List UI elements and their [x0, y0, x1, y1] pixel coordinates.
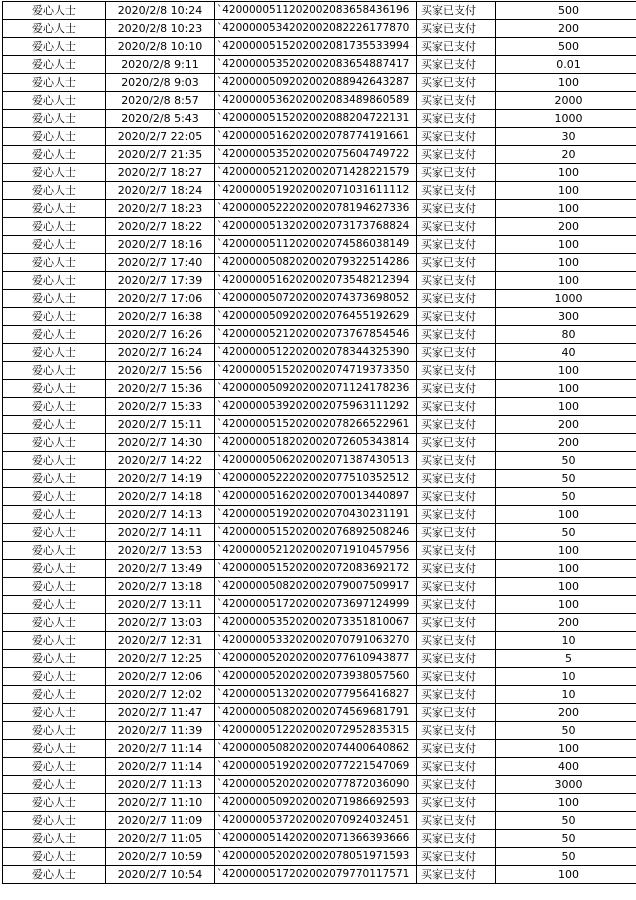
amount-cell: 100	[496, 560, 636, 578]
order-number-cell: `4200000515202002072083692172	[215, 560, 417, 578]
donation-time-cell: 2020/2/7 16:24	[106, 344, 215, 362]
payment-status-cell: 买家已支付	[417, 740, 496, 758]
donation-time-cell: 2020/2/7 11:14	[106, 740, 215, 758]
table-row	[3, 2, 636, 20]
table-row	[3, 200, 636, 218]
donor-name-cell: 爱心人士	[3, 110, 106, 128]
donor-name-cell: 爱心人士	[3, 2, 106, 20]
donor-name-cell: 爱心人士	[3, 560, 106, 578]
order-number-cell: `4200000516202002073548212394	[215, 272, 417, 290]
amount-cell: 100	[496, 398, 636, 416]
payment-status-cell: 买家已支付	[417, 452, 496, 470]
donor-name-cell: 爱心人士	[3, 452, 106, 470]
amount-cell: 200	[496, 218, 636, 236]
amount-cell: 100	[496, 200, 636, 218]
order-number-cell: `4200000511202002083658436196	[215, 2, 417, 20]
payment-status-cell: 买家已支付	[417, 218, 496, 236]
donation-time-cell: 2020/2/7 13:18	[106, 578, 215, 596]
amount-cell: 300	[496, 308, 636, 326]
payment-status-cell: 买家已支付	[417, 326, 496, 344]
donor-name-cell: 爱心人士	[3, 650, 106, 668]
payment-status-cell: 买家已支付	[417, 2, 496, 20]
donation-table-body	[3, 2, 636, 884]
donor-name-cell: 爱心人士	[3, 434, 106, 452]
amount-cell: 200	[496, 704, 636, 722]
donation-time-cell: 2020/2/7 12:25	[106, 650, 215, 668]
donor-name-cell: 爱心人士	[3, 254, 106, 272]
table-row	[3, 272, 636, 290]
amount-cell: 50	[496, 470, 636, 488]
donation-time-cell: 2020/2/7 15:11	[106, 416, 215, 434]
donor-name-cell: 爱心人士	[3, 380, 106, 398]
payment-status-cell: 买家已支付	[417, 722, 496, 740]
donor-name-cell: 爱心人士	[3, 542, 106, 560]
payment-status-cell: 买家已支付	[417, 110, 496, 128]
payment-status-cell: 买家已支付	[417, 308, 496, 326]
table-row	[3, 578, 636, 596]
table-row	[3, 524, 636, 542]
donation-time-cell: 2020/2/7 14:19	[106, 470, 215, 488]
donor-name-cell: 爱心人士	[3, 578, 106, 596]
table-row	[3, 236, 636, 254]
payment-status-cell: 买家已支付	[417, 470, 496, 488]
donor-name-cell: 爱心人士	[3, 614, 106, 632]
amount-cell: 500	[496, 2, 636, 20]
payment-status-cell: 买家已支付	[417, 578, 496, 596]
donation-time-cell: 2020/2/8 9:03	[106, 74, 215, 92]
donation-time-cell: 2020/2/8 5:43	[106, 110, 215, 128]
order-number-cell: `4200000535202002075604749722	[215, 146, 417, 164]
table-row	[3, 632, 636, 650]
donation-time-cell: 2020/2/7 13:49	[106, 560, 215, 578]
donation-time-cell: 2020/2/8 10:23	[106, 20, 215, 38]
payment-status-cell: 买家已支付	[417, 686, 496, 704]
donation-time-cell: 2020/2/7 10:59	[106, 848, 215, 866]
amount-cell: 50	[496, 722, 636, 740]
donation-time-cell: 2020/2/7 14:13	[106, 506, 215, 524]
donation-time-cell: 2020/2/7 18:24	[106, 182, 215, 200]
donation-time-cell: 2020/2/7 15:36	[106, 380, 215, 398]
payment-status-cell: 买家已支付	[417, 128, 496, 146]
donor-name-cell: 爱心人士	[3, 92, 106, 110]
payment-status-cell: 买家已支付	[417, 434, 496, 452]
payment-status-cell: 买家已支付	[417, 704, 496, 722]
table-row	[3, 830, 636, 848]
payment-status-cell: 买家已支付	[417, 758, 496, 776]
donor-name-cell: 爱心人士	[3, 506, 106, 524]
donation-time-cell: 2020/2/7 11:10	[106, 794, 215, 812]
payment-status-cell: 买家已支付	[417, 200, 496, 218]
payment-status-cell: 买家已支付	[417, 560, 496, 578]
amount-cell: 200	[496, 20, 636, 38]
donation-time-cell: 2020/2/7 22:05	[106, 128, 215, 146]
donor-name-cell: 爱心人士	[3, 866, 106, 884]
payment-status-cell: 买家已支付	[417, 632, 496, 650]
table-row	[3, 362, 636, 380]
donation-time-cell: 2020/2/7 21:35	[106, 146, 215, 164]
payment-status-cell: 买家已支付	[417, 362, 496, 380]
amount-cell: 100	[496, 866, 636, 884]
payment-status-cell: 买家已支付	[417, 398, 496, 416]
donor-name-cell: 爱心人士	[3, 668, 106, 686]
table-row	[3, 686, 636, 704]
table-row	[3, 92, 636, 110]
order-number-cell: `4200000535202002083654887417	[215, 56, 417, 74]
order-number-cell: `4200000514202002071366393666	[215, 830, 417, 848]
donor-name-cell: 爱心人士	[3, 146, 106, 164]
table-row	[3, 344, 636, 362]
payment-status-cell: 买家已支付	[417, 596, 496, 614]
order-number-cell: `4200000520202002073938057560	[215, 668, 417, 686]
table-row	[3, 452, 636, 470]
donor-name-cell: 爱心人士	[3, 362, 106, 380]
donation-time-cell: 2020/2/7 13:11	[106, 596, 215, 614]
table-row	[3, 380, 636, 398]
table-row	[3, 704, 636, 722]
order-number-cell: `4200000508202002079007509917	[215, 578, 417, 596]
payment-status-cell: 买家已支付	[417, 866, 496, 884]
order-number-cell: `4200000519202002070430231191	[215, 506, 417, 524]
donation-time-cell: 2020/2/7 14:18	[106, 488, 215, 506]
donor-name-cell: 爱心人士	[3, 758, 106, 776]
table-row	[3, 812, 636, 830]
payment-status-cell: 买家已支付	[417, 56, 496, 74]
donation-time-cell: 2020/2/7 18:23	[106, 200, 215, 218]
donation-time-cell: 2020/2/7 18:16	[106, 236, 215, 254]
table-row	[3, 488, 636, 506]
table-row	[3, 290, 636, 308]
order-number-cell: `4200000521202002073767854546	[215, 326, 417, 344]
amount-cell: 80	[496, 326, 636, 344]
order-number-cell: `4200000520202002077872036090	[215, 776, 417, 794]
amount-cell: 100	[496, 236, 636, 254]
order-number-cell: `4200000519202002077221547069	[215, 758, 417, 776]
table-row	[3, 506, 636, 524]
order-number-cell: `4200000506202002071387430513	[215, 452, 417, 470]
donation-time-cell: 2020/2/7 14:30	[106, 434, 215, 452]
order-number-cell: `4200000536202002083489860589	[215, 92, 417, 110]
order-number-cell: `4200000509202002076455192629	[215, 308, 417, 326]
amount-cell: 50	[496, 848, 636, 866]
donor-name-cell: 爱心人士	[3, 218, 106, 236]
table-row	[3, 794, 636, 812]
donation-sheet	[2, 1, 636, 884]
amount-cell: 100	[496, 794, 636, 812]
donor-name-cell: 爱心人士	[3, 236, 106, 254]
donor-name-cell: 爱心人士	[3, 128, 106, 146]
donation-time-cell: 2020/2/7 12:31	[106, 632, 215, 650]
donation-time-cell: 2020/2/8 9:11	[106, 56, 215, 74]
amount-cell: 50	[496, 524, 636, 542]
payment-status-cell: 买家已支付	[417, 776, 496, 794]
table-row	[3, 164, 636, 182]
table-row	[3, 56, 636, 74]
order-number-cell: `4200000515202002076892508246	[215, 524, 417, 542]
order-number-cell: `4200000508202002074569681791	[215, 704, 417, 722]
donation-time-cell: 2020/2/7 14:22	[106, 452, 215, 470]
donor-name-cell: 爱心人士	[3, 830, 106, 848]
order-number-cell: `4200000516202002070013440897	[215, 488, 417, 506]
order-number-cell: `4200000507202002074373698052	[215, 290, 417, 308]
amount-cell: 200	[496, 416, 636, 434]
payment-status-cell: 买家已支付	[417, 524, 496, 542]
amount-cell: 50	[496, 488, 636, 506]
donation-time-cell: 2020/2/7 14:11	[106, 524, 215, 542]
donation-time-cell: 2020/2/7 18:27	[106, 164, 215, 182]
donor-name-cell: 爱心人士	[3, 524, 106, 542]
payment-status-cell: 买家已支付	[417, 614, 496, 632]
donor-name-cell: 爱心人士	[3, 488, 106, 506]
donation-time-cell: 2020/2/7 17:40	[106, 254, 215, 272]
payment-status-cell: 买家已支付	[417, 38, 496, 56]
table-row	[3, 758, 636, 776]
donor-name-cell: 爱心人士	[3, 38, 106, 56]
table-row	[3, 776, 636, 794]
payment-status-cell: 买家已支付	[417, 668, 496, 686]
payment-status-cell: 买家已支付	[417, 488, 496, 506]
amount-cell: 0.01	[496, 56, 636, 74]
amount-cell: 400	[496, 758, 636, 776]
payment-status-cell: 买家已支付	[417, 146, 496, 164]
donor-name-cell: 爱心人士	[3, 56, 106, 74]
order-number-cell: `4200000516202002078774191661	[215, 128, 417, 146]
donor-name-cell: 爱心人士	[3, 776, 106, 794]
amount-cell: 1000	[496, 110, 636, 128]
order-number-cell: `4200000512202002078344325390	[215, 344, 417, 362]
donor-name-cell: 爱心人士	[3, 470, 106, 488]
donation-time-cell: 2020/2/7 16:26	[106, 326, 215, 344]
amount-cell: 100	[496, 362, 636, 380]
donation-time-cell: 2020/2/7 13:03	[106, 614, 215, 632]
payment-status-cell: 买家已支付	[417, 506, 496, 524]
table-row	[3, 848, 636, 866]
table-row	[3, 740, 636, 758]
table-row	[3, 614, 636, 632]
donor-name-cell: 爱心人士	[3, 632, 106, 650]
amount-cell: 3000	[496, 776, 636, 794]
amount-cell: 100	[496, 272, 636, 290]
donor-name-cell: 爱心人士	[3, 686, 106, 704]
donation-time-cell: 2020/2/7 12:02	[106, 686, 215, 704]
donor-name-cell: 爱心人士	[3, 74, 106, 92]
amount-cell: 10	[496, 686, 636, 704]
payment-status-cell: 买家已支付	[417, 254, 496, 272]
table-row	[3, 650, 636, 668]
order-number-cell: `4200000522202002077510352512	[215, 470, 417, 488]
table-row	[3, 596, 636, 614]
amount-cell: 10	[496, 632, 636, 650]
table-row	[3, 470, 636, 488]
donor-name-cell: 爱心人士	[3, 704, 106, 722]
order-number-cell: `4200000515202002078266522961	[215, 416, 417, 434]
donation-time-cell: 2020/2/7 11:05	[106, 830, 215, 848]
table-row	[3, 668, 636, 686]
payment-status-cell: 买家已支付	[417, 272, 496, 290]
table-row	[3, 542, 636, 560]
donor-name-cell: 爱心人士	[3, 182, 106, 200]
order-number-cell: `4200000521202002071428221579	[215, 164, 417, 182]
table-row	[3, 326, 636, 344]
order-number-cell: `4200000520202002077610943877	[215, 650, 417, 668]
donor-name-cell: 爱心人士	[3, 794, 106, 812]
donation-time-cell: 2020/2/7 11:13	[106, 776, 215, 794]
payment-status-cell: 买家已支付	[417, 812, 496, 830]
order-number-cell: `4200000537202002070924032451	[215, 812, 417, 830]
amount-cell: 50	[496, 452, 636, 470]
donor-name-cell: 爱心人士	[3, 812, 106, 830]
donation-time-cell: 2020/2/7 17:39	[106, 272, 215, 290]
order-number-cell: `4200000515202002074719373350	[215, 362, 417, 380]
payment-status-cell: 买家已支付	[417, 290, 496, 308]
donor-name-cell: 爱心人士	[3, 344, 106, 362]
donation-time-cell: 2020/2/7 11:39	[106, 722, 215, 740]
donor-name-cell: 爱心人士	[3, 308, 106, 326]
order-number-cell: `4200000515202002088204722131	[215, 110, 417, 128]
order-number-cell: `4200000509202002071986692593	[215, 794, 417, 812]
order-number-cell: `4200000518202002072605343814	[215, 434, 417, 452]
table-row	[3, 254, 636, 272]
amount-cell: 100	[496, 74, 636, 92]
donor-name-cell: 爱心人士	[3, 20, 106, 38]
amount-cell: 2000	[496, 92, 636, 110]
donation-time-cell: 2020/2/7 10:54	[106, 866, 215, 884]
payment-status-cell: 买家已支付	[417, 236, 496, 254]
amount-cell: 100	[496, 578, 636, 596]
order-number-cell: `4200000511202002074586038149	[215, 236, 417, 254]
table-row	[3, 38, 636, 56]
donor-name-cell: 爱心人士	[3, 272, 106, 290]
payment-status-cell: 买家已支付	[417, 182, 496, 200]
table-row	[3, 218, 636, 236]
amount-cell: 10	[496, 668, 636, 686]
table-row	[3, 398, 636, 416]
order-number-cell: `4200000508202002074400640862	[215, 740, 417, 758]
table-row	[3, 146, 636, 164]
order-number-cell: `4200000509202002071124178236	[215, 380, 417, 398]
table-row	[3, 308, 636, 326]
table-row	[3, 74, 636, 92]
amount-cell: 100	[496, 542, 636, 560]
table-row	[3, 182, 636, 200]
amount-cell: 100	[496, 164, 636, 182]
payment-status-cell: 买家已支付	[417, 380, 496, 398]
amount-cell: 100	[496, 182, 636, 200]
amount-cell: 50	[496, 812, 636, 830]
table-row	[3, 20, 636, 38]
donor-name-cell: 爱心人士	[3, 722, 106, 740]
donation-time-cell: 2020/2/8 10:24	[106, 2, 215, 20]
order-number-cell: `4200000533202002070791063270	[215, 632, 417, 650]
amount-cell: 40	[496, 344, 636, 362]
order-number-cell: `4200000517202002073697124999	[215, 596, 417, 614]
donation-time-cell: 2020/2/7 15:33	[106, 398, 215, 416]
order-number-cell: `4200000512202002072952835315	[215, 722, 417, 740]
table-row	[3, 110, 636, 128]
amount-cell: 500	[496, 38, 636, 56]
payment-status-cell: 买家已支付	[417, 74, 496, 92]
donor-name-cell: 爱心人士	[3, 200, 106, 218]
payment-status-cell: 买家已支付	[417, 92, 496, 110]
amount-cell: 200	[496, 434, 636, 452]
amount-cell: 100	[496, 740, 636, 758]
donor-name-cell: 爱心人士	[3, 740, 106, 758]
payment-status-cell: 买家已支付	[417, 542, 496, 560]
amount-cell: 100	[496, 506, 636, 524]
donation-time-cell: 2020/2/7 17:06	[106, 290, 215, 308]
payment-status-cell: 买家已支付	[417, 20, 496, 38]
table-row	[3, 722, 636, 740]
amount-cell: 30	[496, 128, 636, 146]
donor-name-cell: 爱心人士	[3, 290, 106, 308]
order-number-cell: `4200000519202002071031611112	[215, 182, 417, 200]
order-number-cell: `4200000520202002078051971593	[215, 848, 417, 866]
donor-name-cell: 爱心人士	[3, 416, 106, 434]
table-row	[3, 416, 636, 434]
amount-cell: 20	[496, 146, 636, 164]
order-number-cell: `4200000515202002081735533994	[215, 38, 417, 56]
donor-name-cell: 爱心人士	[3, 398, 106, 416]
donation-time-cell: 2020/2/7 15:56	[106, 362, 215, 380]
donation-time-cell: 2020/2/7 16:38	[106, 308, 215, 326]
table-row	[3, 560, 636, 578]
order-number-cell: `4200000534202002082226177870	[215, 20, 417, 38]
amount-cell: 1000	[496, 290, 636, 308]
donation-time-cell: 2020/2/7 11:14	[106, 758, 215, 776]
payment-status-cell: 买家已支付	[417, 164, 496, 182]
order-number-cell: `4200000509202002088942643287	[215, 74, 417, 92]
amount-cell: 100	[496, 596, 636, 614]
order-number-cell: `4200000522202002078194627336	[215, 200, 417, 218]
payment-status-cell: 买家已支付	[417, 416, 496, 434]
order-number-cell: `4200000513202002073173768824	[215, 218, 417, 236]
donation-table	[2, 1, 636, 884]
donation-time-cell: 2020/2/7 13:53	[106, 542, 215, 560]
order-number-cell: `4200000517202002079770117571	[215, 866, 417, 884]
donor-name-cell: 爱心人士	[3, 326, 106, 344]
payment-status-cell: 买家已支付	[417, 794, 496, 812]
donor-name-cell: 爱心人士	[3, 596, 106, 614]
amount-cell: 200	[496, 614, 636, 632]
table-row	[3, 434, 636, 452]
donor-name-cell: 爱心人士	[3, 848, 106, 866]
donation-time-cell: 2020/2/7 11:09	[106, 812, 215, 830]
payment-status-cell: 买家已支付	[417, 848, 496, 866]
order-number-cell: `4200000508202002079322514286	[215, 254, 417, 272]
donation-time-cell: 2020/2/8 10:10	[106, 38, 215, 56]
payment-status-cell: 买家已支付	[417, 830, 496, 848]
donation-time-cell: 2020/2/7 11:47	[106, 704, 215, 722]
order-number-cell: `4200000521202002071910457956	[215, 542, 417, 560]
payment-status-cell: 买家已支付	[417, 344, 496, 362]
table-row	[3, 128, 636, 146]
donation-time-cell: 2020/2/7 18:22	[106, 218, 215, 236]
donation-time-cell: 2020/2/7 12:06	[106, 668, 215, 686]
amount-cell: 100	[496, 380, 636, 398]
order-number-cell: `4200000535202002073351810067	[215, 614, 417, 632]
order-number-cell: `4200000539202002075963111292	[215, 398, 417, 416]
amount-cell: 50	[496, 830, 636, 848]
order-number-cell: `4200000513202002077956416827	[215, 686, 417, 704]
payment-status-cell: 买家已支付	[417, 650, 496, 668]
table-row	[3, 866, 636, 884]
amount-cell: 5	[496, 650, 636, 668]
donation-time-cell: 2020/2/8 8:57	[106, 92, 215, 110]
amount-cell: 100	[496, 254, 636, 272]
donor-name-cell: 爱心人士	[3, 164, 106, 182]
